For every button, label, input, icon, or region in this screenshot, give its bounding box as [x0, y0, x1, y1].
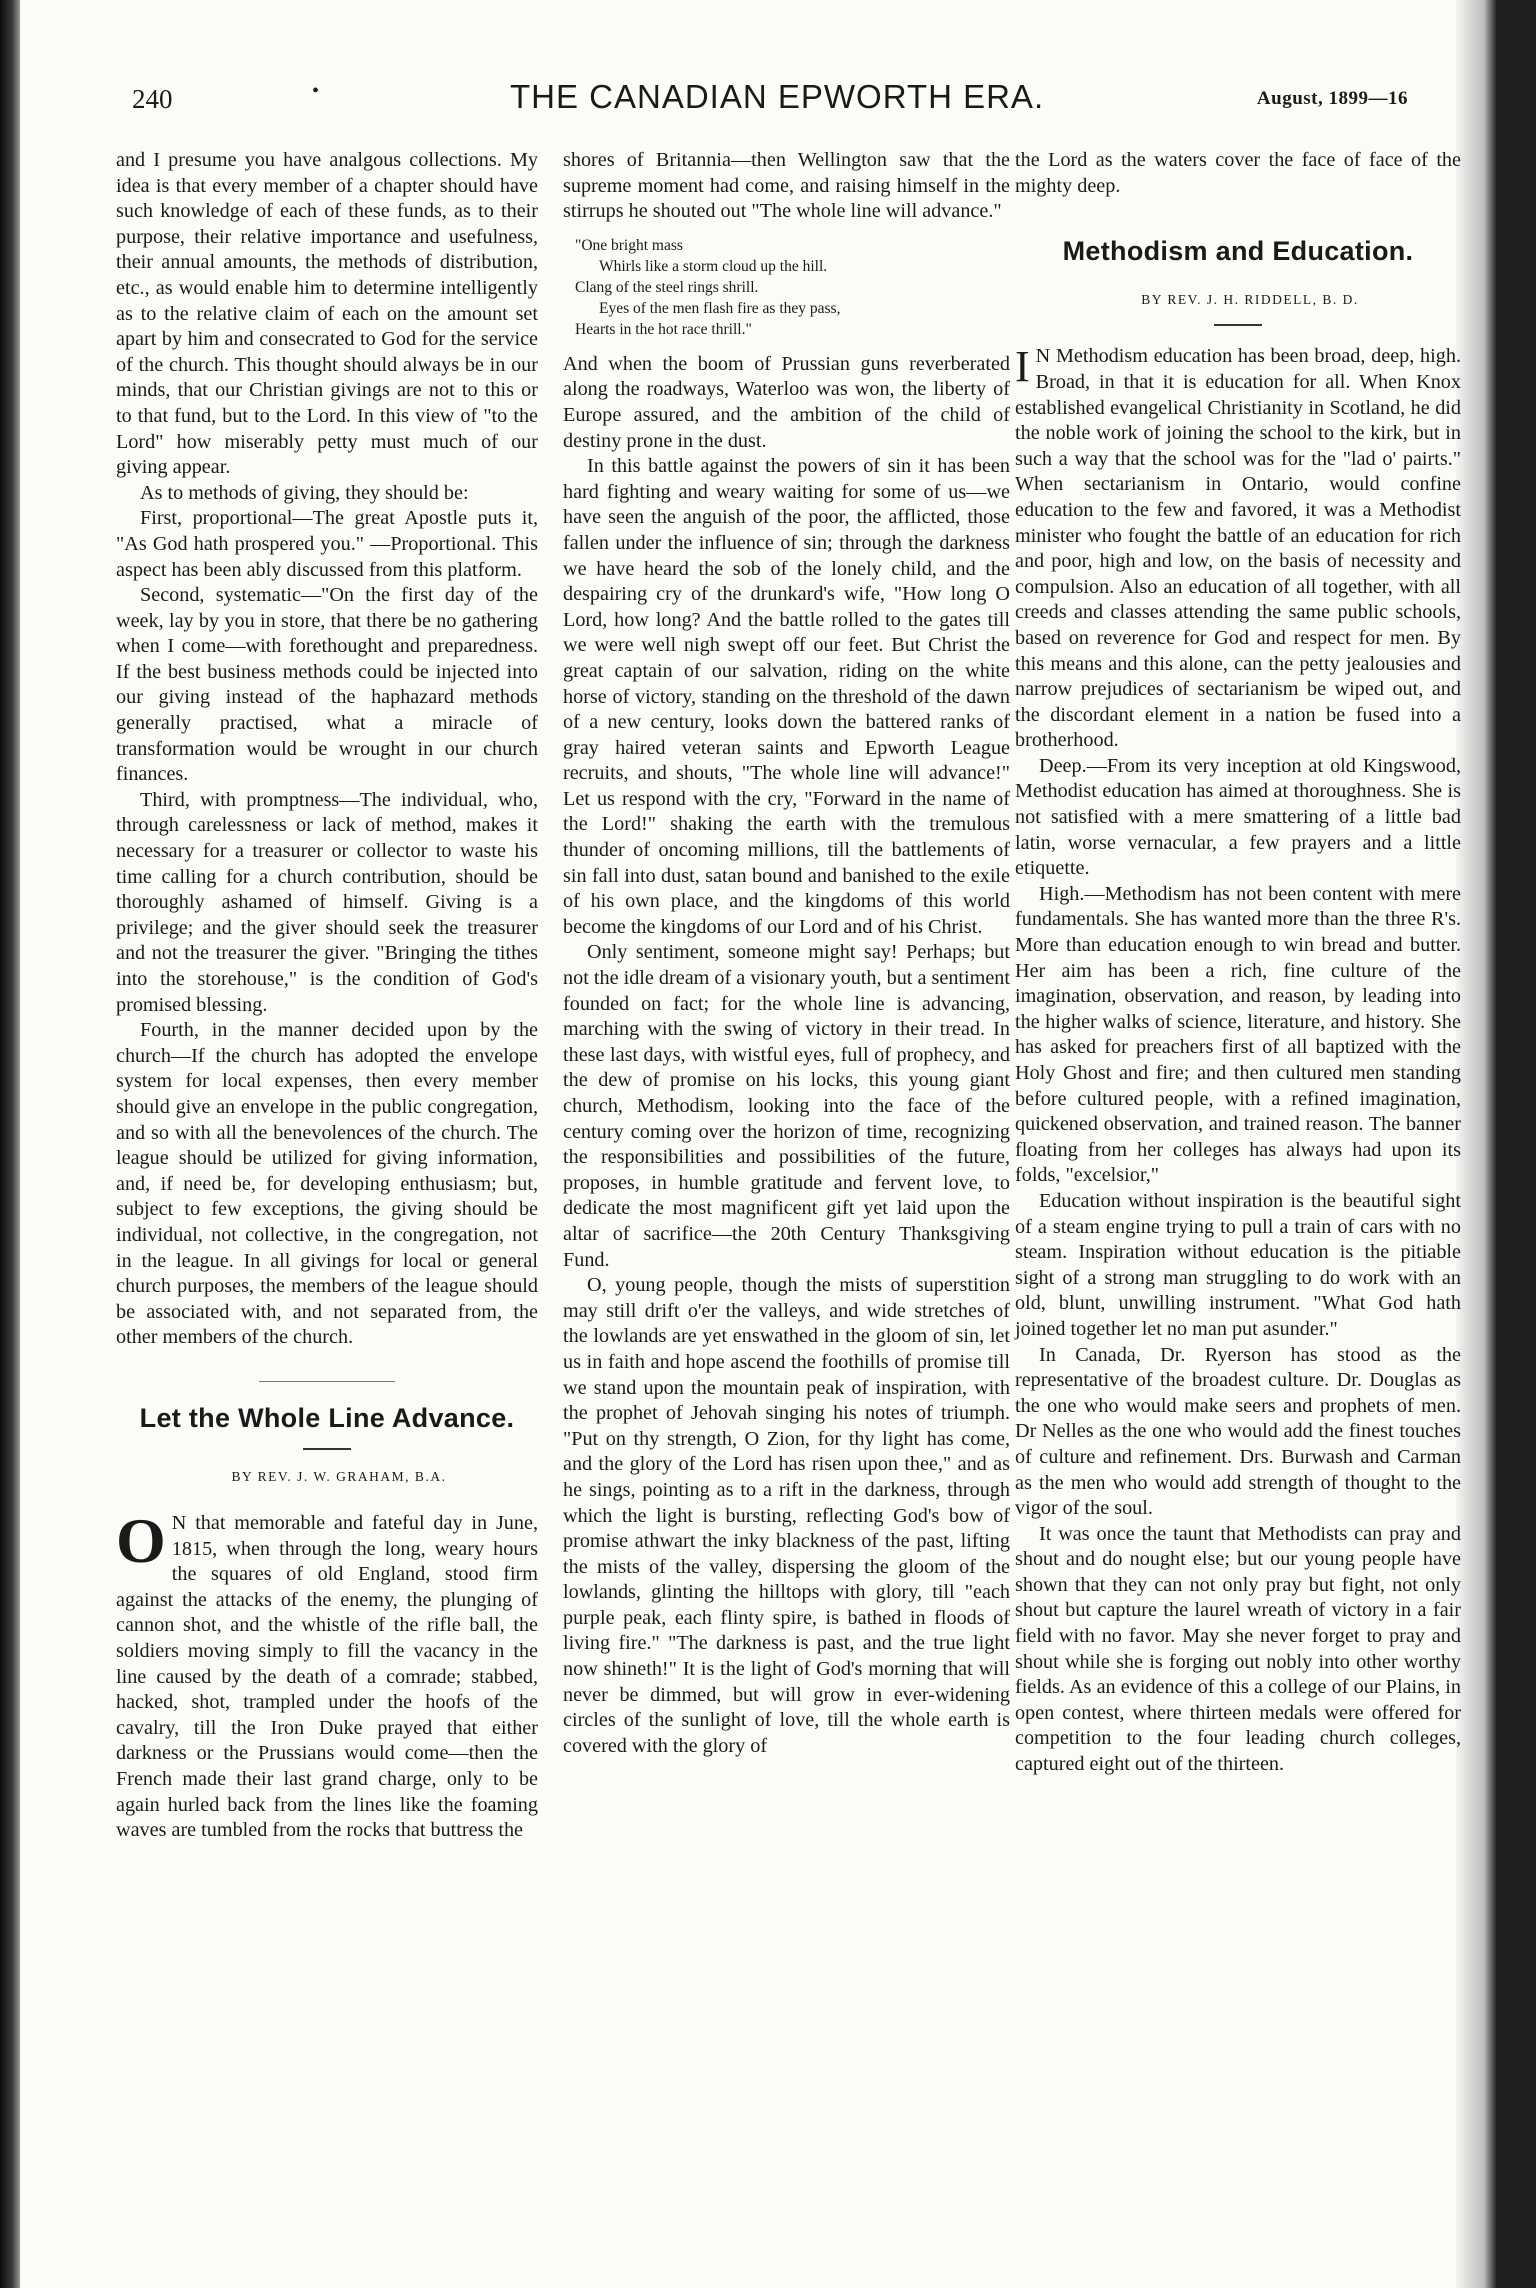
paragraph: O, young people, though the mists of superstition may still drift o'er the valleys, and wide stretches of the lowlands are yet enswathed in the gloom of sin, let us in faith and hope ascend the foothills of promise till we stand upon the mountain peak of inspiration, with the prophet of Jehovah singing his notes of triumph. "Put on thy strength, O Zion, for thy light has come, and the glory of the Lord has risen upon thee," and as he sings, pointing as to a rift in the darkness, through which the light is bursting, reflecting God's bow of promise athwart the inky blackness of the past, lifting the mists of the valley, dispersing the gloom of the lowlands, glinting the hilltops with glory, till "each purple peak, each flinty spire, is bathed in floods of living fire." "The darkness is past, and the true light now shineth!" It is the light of God's morning that will never be dimmed, but will grow in ever-widening circles of the sunlight of love, till the whole earth is covered with the glory of: [563, 1274, 1010, 1757]
paragraph: Deep.—From its very inception at old Kingswood, Methodist education has aimed at thoroughness. She is not satisfied with a mere smattering of a little bad latin, worse vernacular, a few prayers and a little etiquette.: [1015, 754, 1461, 880]
page-edge-shadow: [1456, 0, 1496, 2288]
poem-line: "One bright mass: [575, 236, 683, 254]
column-2: [563, 148, 1010, 1759]
paragraph: High.—Methodism has not been content with mere fundamentals. She has wanted more than the three R's. More than education enough to win bread and butter. Her aim has been a rich, fine culture of the imagination, observation, and reason, by leading into the higher walks of science, literature, and history. She has asked for preachers first of all baptized with the Holy Ghost and fire; and then cultured men standing before cultured people, with a refined imagination, quickened observation, and trained reason. The banner floating from her colleges has always had upon its folds, "excelsior,": [1015, 882, 1461, 1187]
poem-quote: [575, 235, 1010, 340]
drop-cap: O: [116, 1505, 166, 1577]
issue-date: August, 1899—16: [1256, 88, 1408, 109]
paragraph: In this battle against the powers of sin it has been hard fighting and weary waiting for some of us—we have seen the anguish of the poor, the afflicted, those fallen under the influence of sin; through the darkness we have heard the sob of the lonely child, and the despairing cry of the drunkard's wife, "How long O Lord, how long? And the battle rolled to the gates till we were well nigh swept off our feet. But Christ the great captain of our salvation, riding on the white horse of victory, standing on the threshold of the dawn of a new century, looks down the battered ranks of gray haired veteran saints and Epworth League recruits, and shouts, "The whole line will advance!" Let us respond with the cry, "Forward in the name of the Lord!" shaking the earth with the tremulous thunder of oncoming millions, till the battlements of sin fall into dust, satan bound and banished to the exile of his own place, and the kingdoms of this world become the kingdoms of our Lord and of his Christ.: [563, 455, 1010, 938]
article-lead-paragraph: [116, 1505, 538, 1844]
paragraph: Education without inspiration is the beautiful sight of a steam engine trying to pull a train of cars with no steam. Inspiration without education is the pitiable sight of a strong man struggling to do work with an old, blunt, unwilling instrument. "What God hath joined together let no man put asunder.": [1015, 1189, 1461, 1340]
paragraph: and I presume you have analgous collections. My idea is that every member of a chapter should have such knowledge of each of these funds, as to their purpose, their relative importance and usefulness, their annual amounts, the methods of distribution, etc., as would enable him to determine intelligently as to the relative claim of each on the amount set apart by him and consecrated to God for the service of the church. This thought should always be in our minds, that our Christian givings are not to this or to that fund, but to the Lord. In this view of "to the Lord" how miserably petty must much of our giving appear.: [116, 149, 538, 479]
lead-text: N that memorable and fateful day in June, 1815, when through the long, weary hours the squares of old England, stood firm against the attacks of the enemy, the plunging of cannon shot, and the whistle of the rifle ball, the soldiers moving simply to fill the vacancy in the line caused by the death of a comrade; stabbed, hacked, shot, trampled under the hoofs of the cavalry, till the Iron Duke prayed that either darkness or the Prussians would come—then the French made their last grand charge, only to be again hurled back from the lines like the foaming waves are tumbled from the rocks that buttress the: [116, 1512, 538, 1842]
poem-line: Clang of the steel rings shrill.: [575, 278, 759, 296]
paragraph: Fourth, in the manner decided upon by the church—If the church has adopted the envelope system for local expenses, then every member should give an envelope in the public congregation, and so with all the benevolences of the church. The league should be utilized for giving information, and, if need be, for developing enthusiasm; but, subject to few exceptions, the giving should be individual, not collective, in the congregation, not in the league. In all givings for local or general church purposes, the members of the league should be associated with, and not separated from, the other members of the church.: [116, 1019, 538, 1349]
paragraph: It was once the taunt that Methodists can pray and shout and do nought else; but our young people have shown that they can not only pray but fight, not only shout but capture the laurel wreath of victory in a fair field with no favor. May she never forget to pray and shout while she is forging out nobly into other worthy fields. As an evidence of this a college of our Plains, in open contest, where thirteen medals were offered for competition to the four leading church colleges, captured eight out of the thirteen.: [1015, 1522, 1461, 1776]
paragraph: Second, systematic—"On the first day of the week, lay by you in store, that there be no gathering when I come—with forethought and preparedness. If the best business methods could be injected into our giving instead of the haphazard methods generally practised, what a miracle of transformation would be wrought in our church finances.: [116, 584, 538, 786]
poem-line: Eyes of the men flash fire as they pass,: [599, 299, 841, 317]
publication-title: THE CANADIAN EPWORTH ERA.: [510, 78, 1045, 115]
article-byline: BY REV. J. H. RIDDELL, B. D.: [1141, 291, 1359, 307]
paragraph: shores of Britannia—then Wellington saw that the supreme moment had come, and raising himself in the stirrups he shouted out "The whole line will advance.": [563, 149, 1010, 223]
article-title: Let the Whole Line Advance.: [139, 1402, 515, 1433]
page-number: 240: [132, 84, 173, 114]
magazine-page: [20, 0, 1496, 2288]
column-1: [116, 148, 538, 1844]
lead-text: N Methodism education has been broad, deep, high. Broad, in that it is education for all. When Knox established evangelical Christianity in Scotland, he did the noble work of joining the school to the kirk, but in such a way that the school was for the "lad o' pairts." When sectarianism in Ontario, would confine education to the few and favored, it was a Methodist minister who fought the battle of an education for rich and poor, high and low, on the basis of necessity and compulsion. Also an education of all together, with all creeds and classes attending the same public schools, based on reverence for God and respect for men. By this means and this alone, can the petty jealousies and narrow prejudices of sectarianism be wiped out, and the discordant element in a nation be fused into a brotherhood.: [1015, 345, 1461, 752]
paragraph: the Lord as the waters cover the face of face of the mighty deep.: [1015, 149, 1461, 197]
paragraph: Third, with promptness—The individual, who, through carelessness or lack of method, makes it necessary for a treasurer or collector to waste his time calling for a church contribution, should be thoroughly ashamed of himself. Giving is a privilege; and the giver should seek the treasurer and not the treasurer the giver. "Bringing the tithes into the storehouse," is the condition of God's promised blessing.: [116, 788, 538, 1016]
header-dot: •: [312, 80, 320, 102]
paragraph: First, proportional—The great Apostle puts it, "As God hath prospered you." —Proportional. This aspect has been ably discussed from this platform.: [116, 507, 538, 581]
article-lead-paragraph: [1015, 344, 1461, 754]
drop-cap: I: [1015, 342, 1030, 392]
article-byline: BY REV. J. W. GRAHAM, B.A.: [231, 1468, 447, 1484]
paragraph: And when the boom of Prussian guns reverberated along the roadways, Waterloo was won, the liberty of Europe assured, and the ambition of the child of destiny prone in the dust.: [563, 352, 1010, 452]
paragraph: Only sentiment, someone might say! Perhaps; but not the idle dream of a visionary youth, but a sentiment founded on fact; for the whole line is advancing, marching with the swing of victory in their tread. In these last days, with wistful eyes, full of prophecy, and the dew of promise on his locks, this young giant church, Methodism, looking into the face of the century coming over the horizon of time, recognizing the responsibilities and possibilities of the future, proposes, in humble gratitude and fervent love, to dedicate the most magnificent gift yet laid upon the altar of sacrifice—the 20th Century Thanksgiving Fund.: [563, 941, 1010, 1271]
column-3: [1015, 148, 1461, 1778]
paragraph: As to methods of giving, they should be:: [140, 481, 469, 504]
poem-line: Hearts in the hot race thrill.": [575, 320, 752, 338]
binding-spine: [0, 0, 20, 2288]
poem-line: Whirls like a storm cloud up the hill.: [599, 257, 828, 275]
paragraph: In Canada, Dr. Ryerson has stood as the representative of the broadest culture. Dr. Douglas as the one who would make seers and prophets of men. Dr Nelles as the one who would add the finest touches of culture and refinement. Drs. Burwash and Carman as the men who would add strength of thought to the vigor of the soul.: [1015, 1343, 1461, 1520]
running-header: [20, 78, 1496, 124]
article-title: Methodism and Education.: [1062, 236, 1414, 267]
